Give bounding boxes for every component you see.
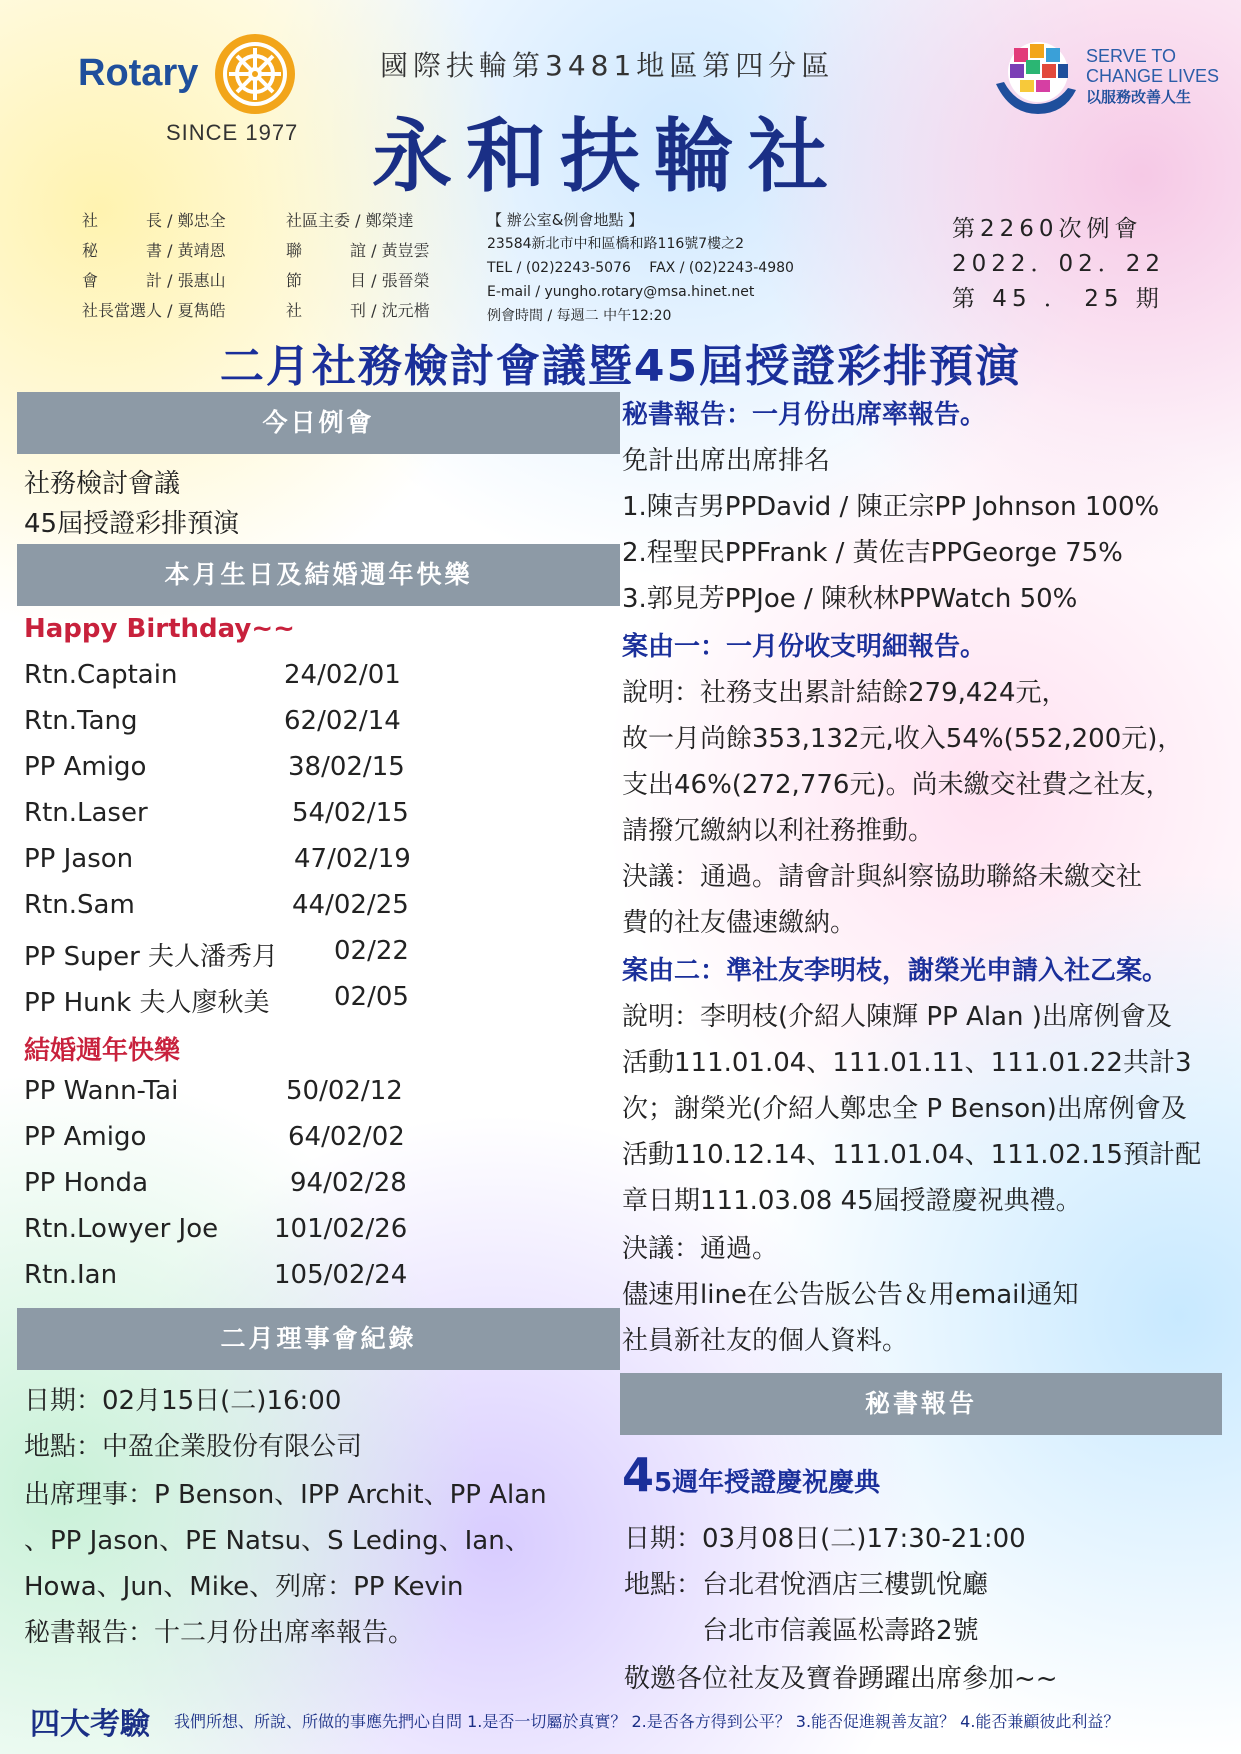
- board-line: 日期：02月15日(二)16:00: [24, 1386, 342, 1416]
- list-item: [24, 1168, 407, 1198]
- report-line: 活動110.12.14、111.01.04、111.02.15預計配: [622, 1140, 1201, 1170]
- report-line: 說明：社務支出累計結餘279,424元，: [622, 678, 1068, 708]
- member-name: PP Honda: [24, 1168, 148, 1198]
- member-date: 02/05: [334, 982, 409, 1012]
- board-line: 、PP Jason、PE Natsu、S Leding、Ian、: [24, 1526, 531, 1556]
- event-line: 地點：台北君悅酒店三樓凱悅廳: [624, 1570, 989, 1600]
- event-line: 台北市信義區松壽路2號: [624, 1616, 979, 1646]
- secretary-report-header: 秘書報告: [620, 1373, 1222, 1435]
- officer-role: 節 目: [286, 271, 367, 290]
- report-line: 故一月尚餘353,132元,收入54%(552,200元)，: [622, 724, 1184, 754]
- member-name: Rtn.Lowyer Joe: [24, 1214, 219, 1244]
- officer-item: 聯 誼 / 黃豈雲: [286, 241, 430, 260]
- report-line: 儘速用line在公告版公告＆用email通知: [622, 1280, 1079, 1310]
- member-date: 54/02/15: [292, 798, 409, 828]
- list-item: [24, 1122, 405, 1152]
- report-line: 2.程聖民PPFrank / 黃佐吉PPGeorge 75%: [622, 538, 1123, 568]
- officer-item: 社 長 / 鄭忠全: [82, 211, 226, 230]
- report-line: 活動111.01.04、111.01.11、111.01.22共計3: [622, 1048, 1192, 1078]
- today-item: 45屆授證彩排預演: [24, 509, 240, 539]
- case2-title: 案由二：準社友李明枝，謝榮光申請入社乙案。: [622, 956, 1169, 986]
- issue-number: 第 45 ． 25 期: [952, 286, 1164, 312]
- member-name: Rtn.Ian: [24, 1260, 118, 1290]
- event-line: 敬邀各位社友及寶眷踴躍出席參加~~: [624, 1664, 1058, 1694]
- today-meeting-header: 今日例會: [17, 392, 620, 454]
- officer-role: 會 計: [82, 271, 163, 290]
- office-title: 【 辦公室&例會地點 】: [487, 211, 644, 229]
- event-title-digit: 4: [622, 1448, 655, 1502]
- member-name: PP Hunk 夫人廖秋美: [24, 988, 270, 1018]
- officer-item: 社長當選人 / 夏雋皓: [82, 301, 226, 320]
- meeting-time: 例會時間 / 每週二 中午12:20: [487, 308, 672, 324]
- meeting-number: 第2260次例會: [952, 216, 1143, 242]
- meeting-info: [952, 212, 1165, 317]
- event-title-text: 5週年授證慶祝慶典: [654, 1468, 881, 1498]
- officer-name: 張晉榮: [381, 271, 430, 290]
- board-line: 秘書報告：十二月份出席率報告。: [24, 1618, 415, 1648]
- member-name: Rtn.Laser: [24, 798, 148, 828]
- officer-role: 社長當選人: [82, 301, 163, 320]
- member-name: PP Wann-Tai: [24, 1076, 179, 1106]
- officer-item: 社區主委 / 鄭榮達: [286, 211, 414, 230]
- officer-item: 社 刊 / 沈元楷: [286, 301, 430, 320]
- office-phone: TEL / (02)2243-5076 FAX / (02)2243-4980: [487, 260, 794, 276]
- member-date: 44/02/25: [292, 890, 409, 920]
- birthday-header: 本月生日及結婚週年快樂: [17, 544, 620, 606]
- member-date: 24/02/01: [284, 660, 401, 690]
- member-date: 94/02/28: [290, 1168, 407, 1198]
- board-line: Howa、Jun、Mike、列席：PP Kevin: [24, 1572, 464, 1602]
- board-minutes-header: 二月理事會紀錄: [17, 1308, 620, 1370]
- board-line: 出席理事：P Benson、IPP Archit、PP Alan: [24, 1480, 547, 1510]
- report-line: 免計出席出席排名: [622, 446, 831, 476]
- list-item: [24, 798, 409, 828]
- serve-line-1: SERVE TO: [1086, 46, 1177, 66]
- officer-name: 沈元楷: [381, 301, 430, 320]
- officer-name: 鄭榮達: [365, 211, 414, 230]
- officer-role: 聯 誼: [286, 241, 367, 260]
- officer-name: 黃靖恩: [177, 241, 226, 260]
- member-date: 105/02/24: [274, 1260, 408, 1290]
- member-date: 64/02/02: [288, 1122, 405, 1152]
- list-item: [24, 982, 409, 1019]
- report-line: 1.陳吉男PPDavid / 陳正宗PP Johnson 100%: [622, 492, 1160, 522]
- list-item: [24, 660, 401, 690]
- list-item: [24, 936, 409, 973]
- member-date: 47/02/19: [294, 844, 411, 874]
- serve-line-2: CHANGE LIVES: [1086, 66, 1220, 86]
- list-item: [24, 1214, 408, 1244]
- report-line: 章日期111.03.08 45屆授證慶祝典禮。: [622, 1186, 1082, 1216]
- club-name: 永和扶輪社: [372, 109, 842, 203]
- officer-item: 會 計 / 張惠山: [82, 271, 226, 290]
- birthday-title: Happy Birthday~~: [24, 614, 295, 644]
- report-line: 說明：李明枝(介紹人陳輝 PP Alan )出席例會及: [622, 1002, 1172, 1032]
- case1-title: 案由一：一月份收支明細報告。: [622, 632, 987, 662]
- list-item: [24, 844, 411, 874]
- officer-name: 張惠山: [177, 271, 226, 290]
- serve-line-zh: 以服務改善人生: [1086, 88, 1192, 106]
- officer-name: 夏雋皓: [177, 301, 226, 320]
- serve-slogan: [1086, 46, 1219, 107]
- report-line: 費的社友儘速繳納。: [622, 908, 857, 938]
- since-year: SINCE 1977: [166, 120, 299, 145]
- rotary-logo-text: Rotary: [78, 52, 199, 94]
- list-item: [24, 890, 409, 920]
- member-date: 50/02/12: [286, 1076, 403, 1106]
- report-line: 支出46%(272,776元)。尚未繳交社費之社友，: [622, 770, 1172, 800]
- officer-item: 節 目 / 張晉榮: [286, 271, 430, 290]
- member-name: Rtn.Captain: [24, 660, 178, 690]
- list-item: [24, 1260, 408, 1290]
- meeting-date: 2022．02．22: [952, 251, 1166, 277]
- event-title: [622, 1448, 880, 1502]
- list-item: [24, 1076, 403, 1106]
- member-name: PP Amigo: [24, 752, 147, 782]
- anniversary-title: 結婚週年快樂: [24, 1036, 181, 1066]
- member-name: Rtn.Sam: [24, 890, 135, 920]
- member-date: 62/02/14: [284, 706, 401, 736]
- officer-role: 社區主委: [286, 211, 351, 230]
- list-item: [24, 752, 405, 782]
- four-way-test-label: 四大考驗: [30, 1707, 150, 1742]
- officer-role: 秘 書: [82, 241, 163, 260]
- page-title: 二月社務檢討會議暨45屆授證彩排預演: [219, 341, 1022, 392]
- report-line: 決議：通過。請會計與糾察協助聯絡未繳交社: [622, 862, 1143, 892]
- today-item: 社務檢討會議: [24, 469, 181, 499]
- officer-role: 社 長: [82, 211, 163, 230]
- officer-name: 黃豈雲: [381, 241, 430, 260]
- report-line: 社員新社友的個人資料。: [622, 1326, 909, 1356]
- district-title: 國際扶輪第3481地區第四分區: [380, 49, 835, 82]
- board-line: 地點：中盈企業股份有限公司: [24, 1432, 363, 1462]
- officer-role: 社 刊: [286, 301, 367, 320]
- rotary-wheel-icon: [213, 32, 297, 116]
- event-line: 日期：03月08日(二)17:30-21:00: [624, 1524, 1026, 1554]
- member-name: PP Super 夫人潘秀月: [24, 942, 279, 972]
- office-info: [487, 208, 794, 328]
- officer-item: 秘 書 / 黃靖恩: [82, 241, 226, 260]
- member-name: Rtn.Tang: [24, 706, 138, 736]
- member-date: 02/22: [334, 936, 409, 966]
- office-address: 23584新北市中和區橋和路116號7樓之2: [487, 236, 745, 252]
- four-way-test-text: 我們所想、所說、所做的事應先捫心自問 1.是否一切屬於真實？ 2.是否各方得到公平？ 3.能否促進親善友誼？ 4.能否兼顧彼此利益？: [174, 1712, 1120, 1731]
- office-email: E-mail / yungho.rotary@msa.hinet.net: [487, 284, 755, 300]
- report-line: 3.郭見芳PPJoe / 陳秋林PPWatch 50%: [622, 584, 1078, 614]
- member-date: 101/02/26: [274, 1214, 408, 1244]
- report-line: 次；謝榮光(介紹人鄭忠全 P Benson)出席例會及: [622, 1094, 1187, 1124]
- report-line: 請撥冗繳納以利社務推動。: [622, 816, 935, 846]
- list-item: [24, 706, 401, 736]
- member-name: PP Amigo: [24, 1122, 147, 1152]
- officer-name: 鄭忠全: [177, 211, 226, 230]
- member-date: 38/02/15: [288, 752, 405, 782]
- member-name: PP Jason: [24, 844, 134, 874]
- serve-to-change-lives-icon: [990, 34, 1078, 122]
- report-line: 決議：通過。: [622, 1234, 779, 1264]
- secretary-report-title: 秘書報告：一月份出席率報告。: [622, 400, 987, 430]
